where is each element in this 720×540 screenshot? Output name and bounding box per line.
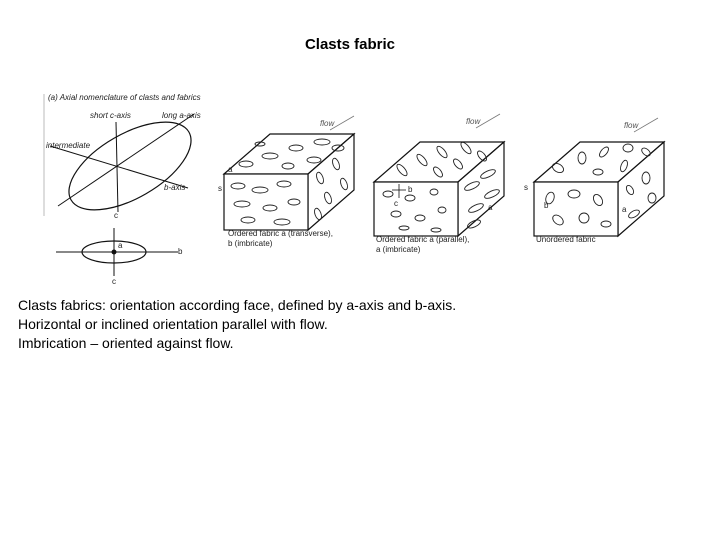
b-axis-label: b-axis: [164, 183, 186, 192]
flow-label-2: flow: [466, 117, 481, 126]
block1-caption-line2: b (imbricate): [228, 239, 273, 248]
long-axis-line: [58, 114, 194, 206]
small-letter-c: c: [112, 277, 116, 286]
block1-letter-s: s: [218, 184, 222, 193]
small-letter-a: a: [118, 241, 123, 250]
flow-label-3: flow: [624, 121, 639, 130]
block2-letter-a: a: [488, 203, 493, 212]
caption-line-3: Imbrication – oriented against flow.: [18, 335, 234, 351]
block2-letter-b: b: [408, 185, 413, 194]
intermediate-label: intermediate: [46, 141, 91, 150]
axial-nomenclature-panel: [44, 93, 205, 286]
block2-caption-line2: a (imbricate): [376, 245, 421, 254]
block1-letter-a: a: [228, 165, 233, 174]
page-title: Clasts fabric: [304, 36, 396, 53]
caption-line-1: Clasts fabrics: orientation according face, defined by a-axis and b-axis.: [18, 297, 457, 313]
block2-caption-line1: Ordered fabric a (parallel),: [376, 235, 470, 244]
small-letter-b: b: [178, 247, 183, 256]
block-unordered: [524, 118, 664, 244]
block3-caption-line1: Unordered fabric: [536, 235, 596, 244]
panel-a-title: (a) Axial nomenclature of clasts and fabrics: [48, 93, 201, 102]
figure-svg: [38, 86, 678, 296]
block3-letter-b: b: [544, 201, 549, 210]
block3-letter-a: a: [622, 205, 627, 214]
block-parallel: [374, 114, 504, 254]
block-transverse: [218, 116, 354, 248]
a-axis-point: [112, 250, 117, 255]
caption-line-2: Horizontal or inclined orientation parallel with flow.: [18, 316, 328, 332]
long-axis-label: long a-axis: [162, 111, 201, 120]
clast-fabric-figure: [38, 86, 678, 296]
block1-caption-line1: Ordered fabric a (transverse),: [228, 229, 333, 238]
block3-letter-s: s: [524, 183, 528, 192]
axis-letter-c: c: [114, 211, 118, 220]
flow-label-1: flow: [320, 119, 335, 128]
block2-letter-c: c: [394, 199, 398, 208]
clast-ellipse: [55, 104, 205, 227]
caption-text: [18, 296, 708, 353]
short-axis-label: short c-axis: [90, 111, 131, 120]
